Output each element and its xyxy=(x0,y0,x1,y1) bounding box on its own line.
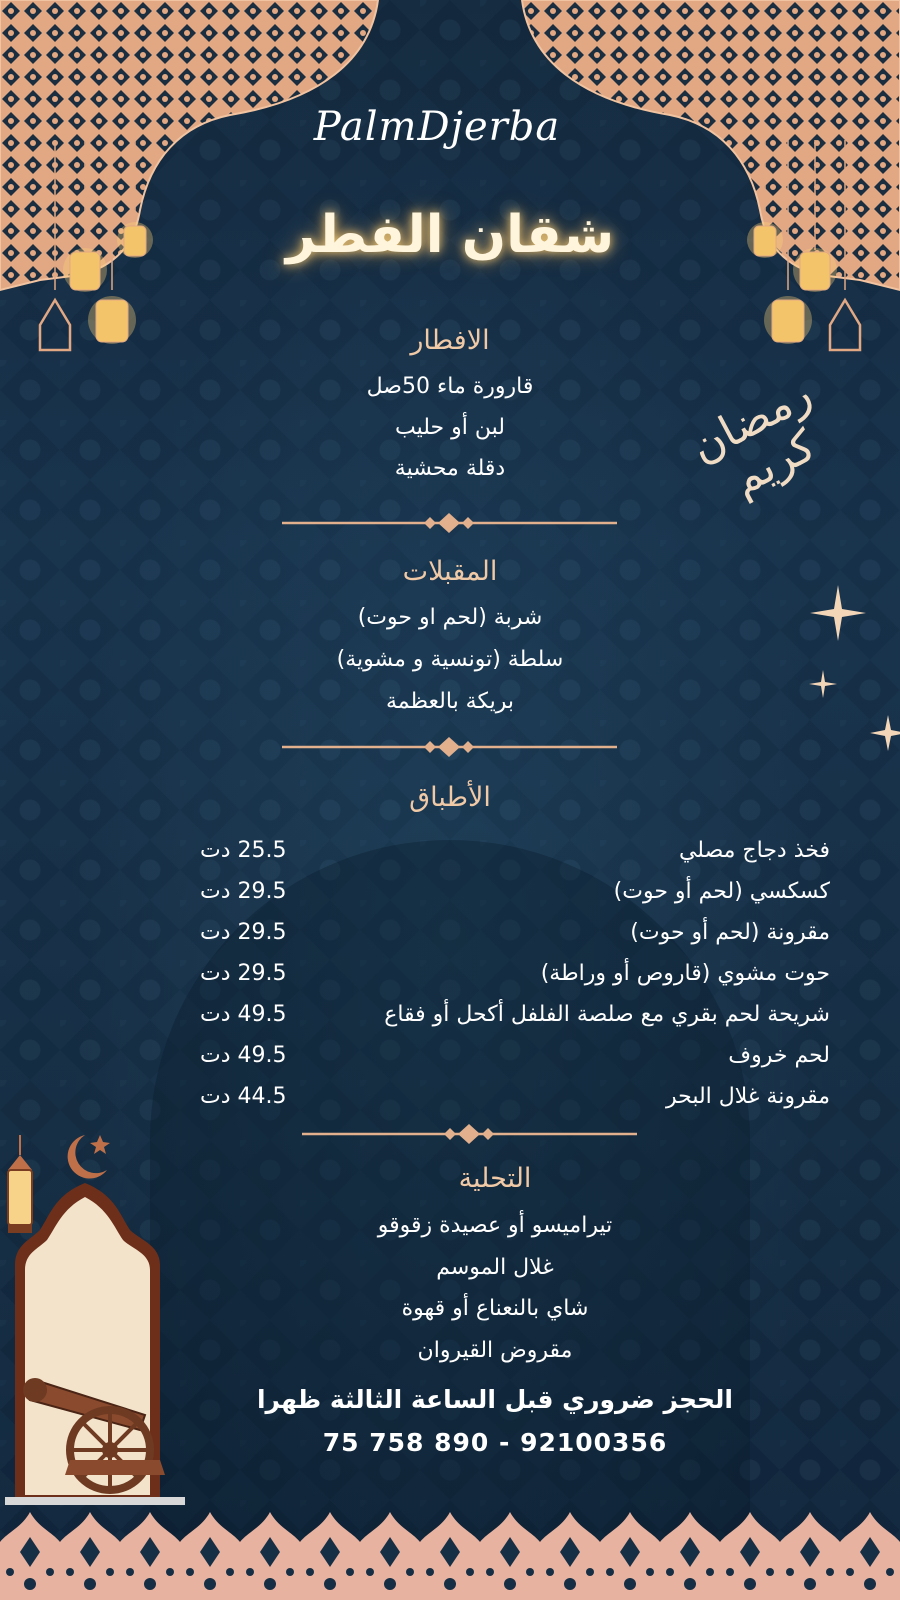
dish-row xyxy=(200,838,830,872)
dish-row xyxy=(200,1084,830,1118)
section-title-desserts: التحلية xyxy=(458,1163,532,1194)
dish-row xyxy=(200,879,830,913)
brand-logo: PalmDjerba xyxy=(313,104,561,150)
list-item: سلطة (تونسية و مشوية) xyxy=(336,647,564,672)
dish-price: 44.5 دت xyxy=(200,1084,287,1109)
phone-numbers: 75 758 890 - 92100356 xyxy=(322,1428,668,1457)
list-item: مقروض القيروان xyxy=(417,1338,573,1363)
dish-price: 29.5 دت xyxy=(200,920,287,945)
dish-name: مقرونة (لحم أو حوت) xyxy=(630,920,830,945)
dish-name: لحم خروف xyxy=(728,1043,830,1068)
dish-price: 25.5 دت xyxy=(200,838,287,863)
star-icon xyxy=(90,1135,110,1154)
list-item: بريكة بالعظمة xyxy=(385,689,515,714)
reservation-note: الحجز ضروري قبل الساعة الثالثة ظهرا xyxy=(256,1385,733,1414)
dish-price: 29.5 دت xyxy=(200,879,287,904)
section-title-dishes: الأطباق xyxy=(409,782,491,813)
section-title-appetizers: المقبلات xyxy=(402,556,498,587)
dish-name: كسكسي (لحم أو حوت) xyxy=(613,879,830,904)
list-item: لبن أو حليب xyxy=(395,415,505,440)
list-item: شاي بالنعناع أو قهوة xyxy=(401,1296,589,1321)
list-item: دقلة محشية xyxy=(394,456,506,481)
arch-window-decoration xyxy=(0,1125,210,1545)
bottom-lace-border xyxy=(0,1512,900,1600)
dish-row xyxy=(200,1002,830,1036)
dish-name: حوت مشوي (قاروص أو وراطة) xyxy=(540,961,830,986)
dish-row xyxy=(200,961,830,995)
ornament-divider xyxy=(282,737,617,757)
list-item: قارورة ماء 50صل xyxy=(366,374,534,399)
ramadan-kareem-calligraphy: رمضان كريم xyxy=(682,367,825,507)
page-title: شقان الفطر xyxy=(285,205,615,265)
dish-price: 49.5 دت xyxy=(200,1002,287,1027)
ornament-divider xyxy=(302,1124,637,1144)
lantern-icon xyxy=(8,1135,32,1233)
dish-row xyxy=(200,920,830,954)
dish-name: مقرونة غلال البحر xyxy=(666,1084,830,1109)
dish-price: 29.5 دت xyxy=(200,961,287,986)
list-item: شربة (لحم او حوت) xyxy=(357,605,543,630)
dish-name: شريحة لحم بقري مع صلصة الفلفل أكحل أو فقاع xyxy=(384,1002,830,1027)
section-title-iftar: الافطار xyxy=(410,325,490,356)
dish-price: 49.5 دت xyxy=(200,1043,287,1068)
list-item: تيراميسو أو عصيدة زقوقو xyxy=(377,1213,613,1238)
dish-name: فخذ دجاج مصلي xyxy=(678,838,830,863)
dish-row xyxy=(200,1043,830,1077)
list-item: غلال الموسم xyxy=(436,1255,554,1280)
ornament-divider xyxy=(282,513,617,533)
